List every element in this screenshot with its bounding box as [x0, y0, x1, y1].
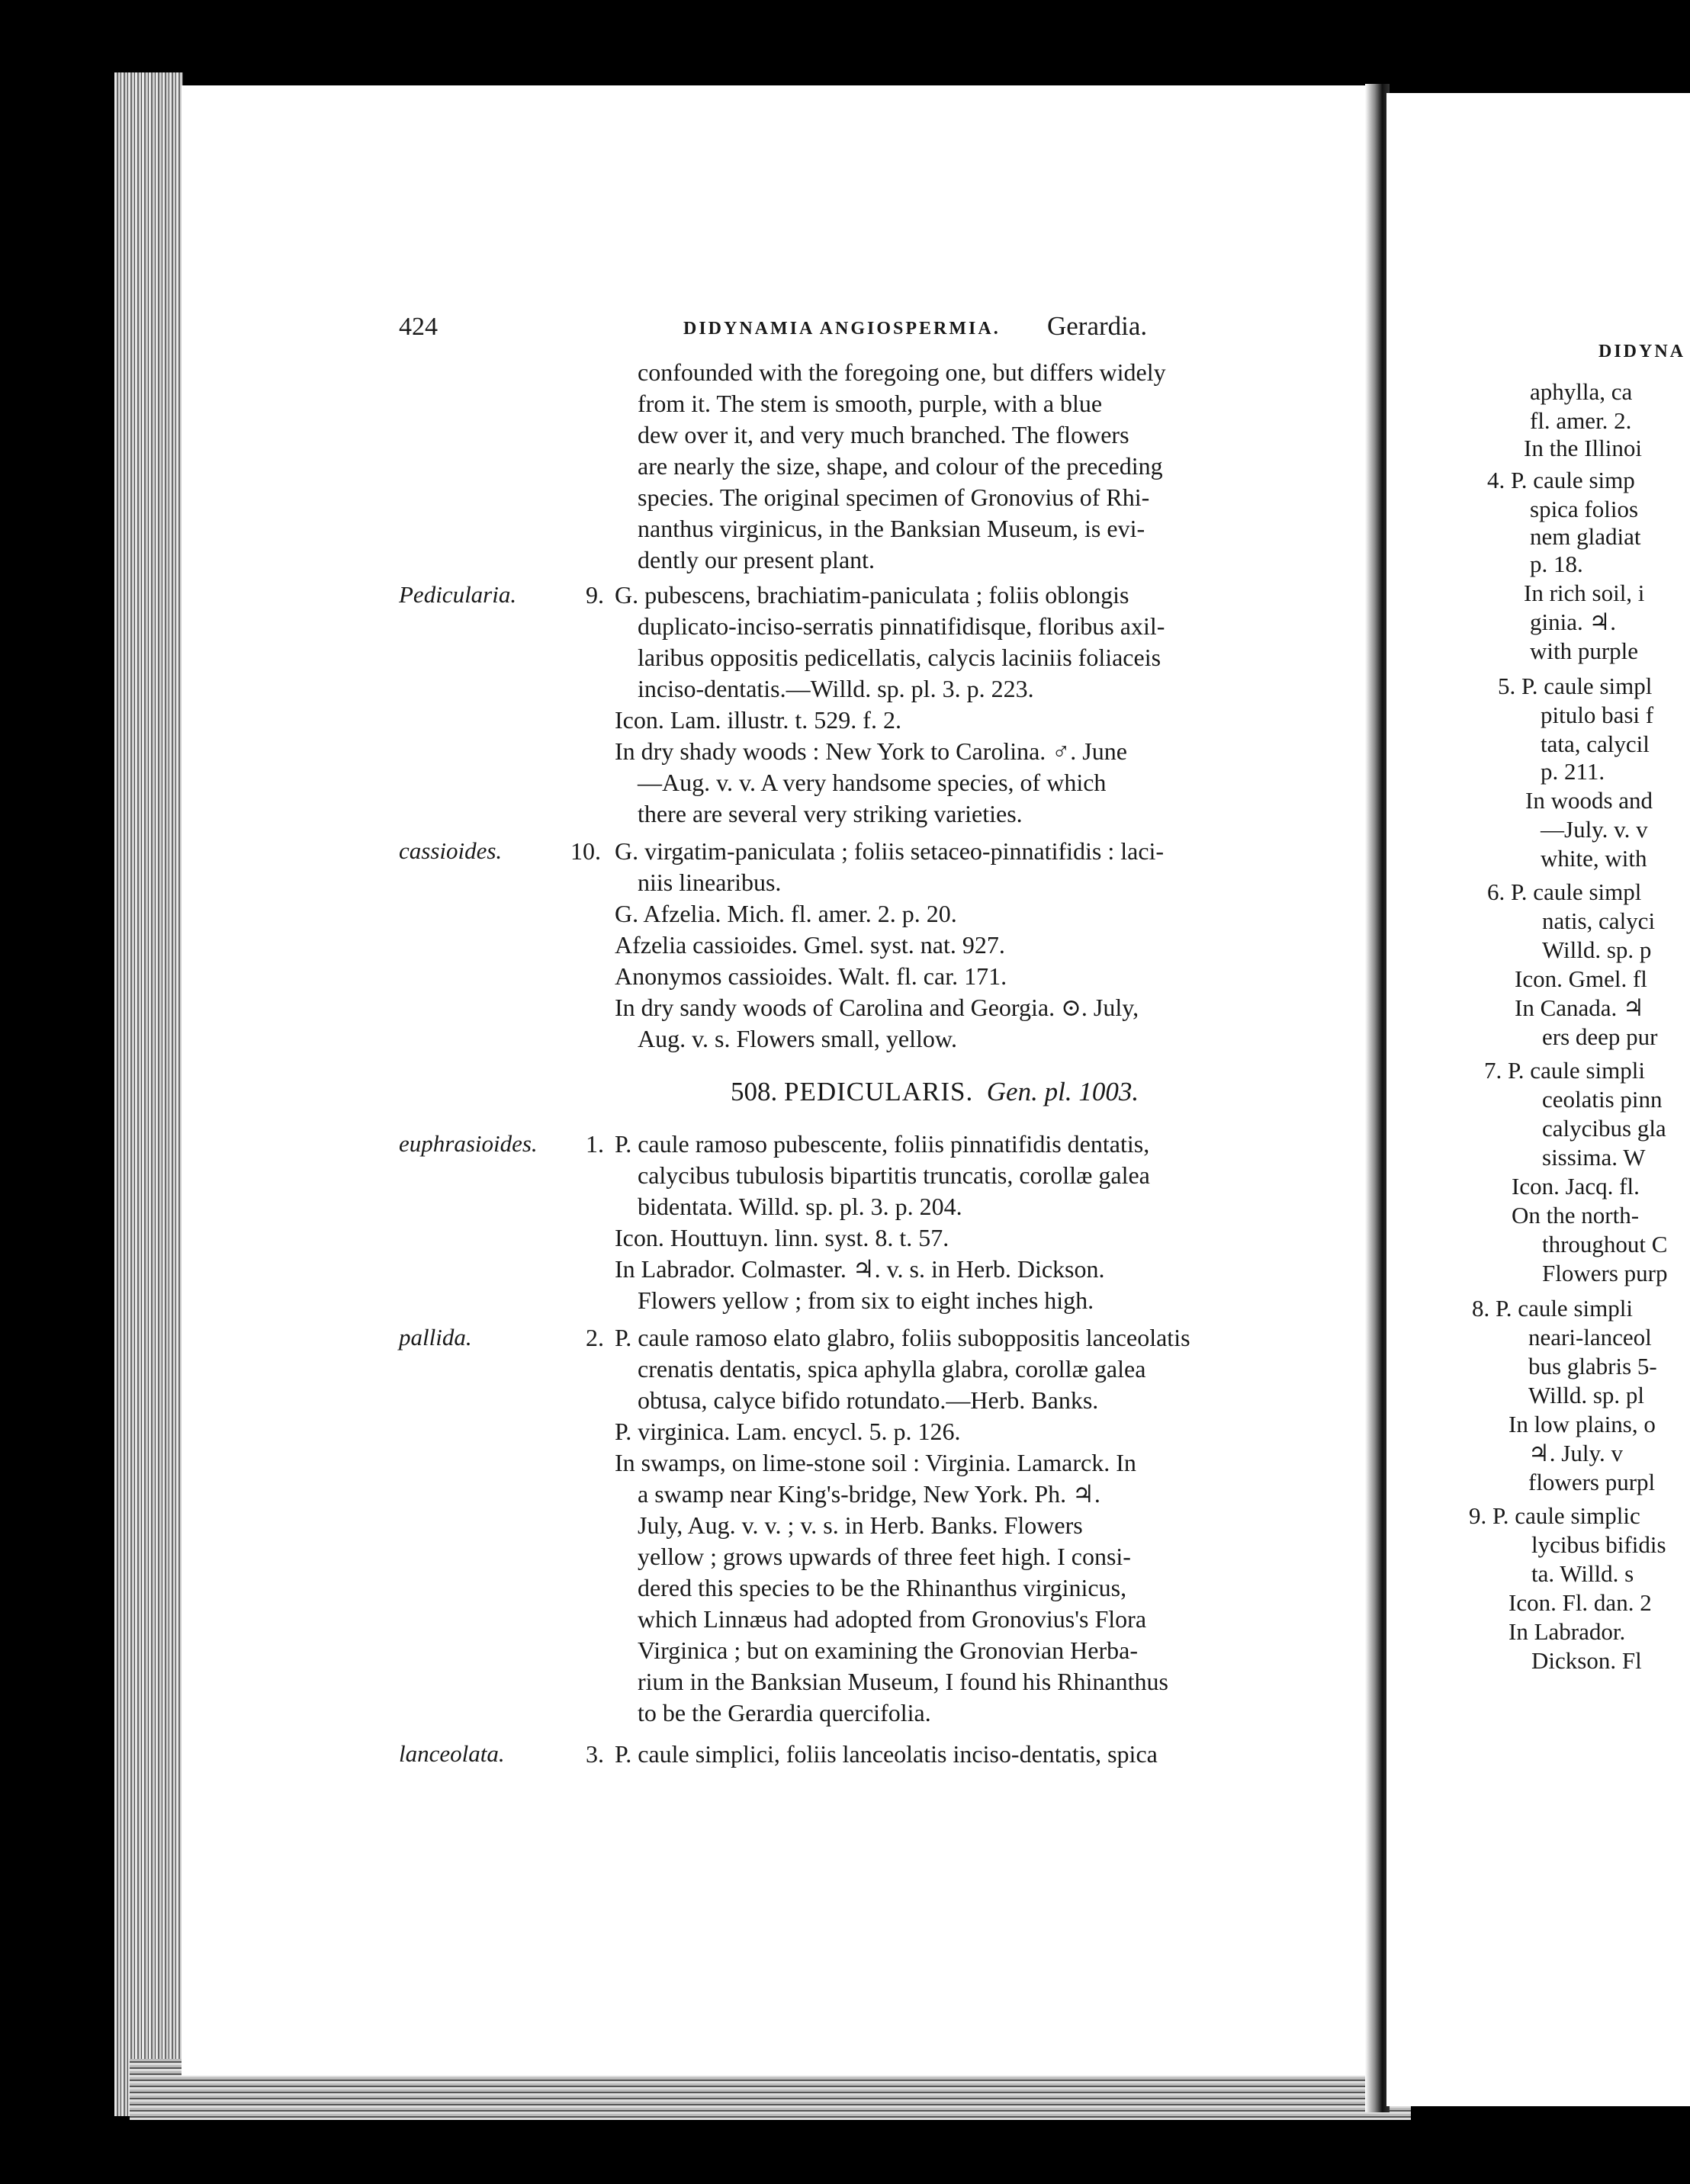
text-line: In woods and [1525, 787, 1653, 814]
text-line: to be the Gerardia quercifolia. [638, 1699, 931, 1726]
text-line: In swamps, on lime-stone soil : Virginia. Lamarck. In [615, 1449, 1136, 1476]
text-line: obtusa, calyce bifido rotundato.—Herb. Banks. [638, 1386, 1099, 1414]
running-head: DIDYNAMIA ANGIOSPERMIA. [683, 319, 1001, 339]
text-line: P. caule ramoso elato glabro, foliis suboppositis lanceolatis [615, 1324, 1190, 1351]
text-line: p. 211. [1541, 758, 1605, 785]
text-line: rium in the Banksian Museum, I found his Rhinanthus [638, 1668, 1168, 1695]
text-line: confounded with the foregoing one, but differs widely [638, 358, 1166, 386]
text-line: lycibus bifidis [1531, 1531, 1666, 1558]
genus-number: 508. [731, 1077, 778, 1106]
species-number: 2. [586, 1324, 604, 1351]
text-line: Dickson. Fl [1531, 1647, 1642, 1674]
margin-species-name: pallida. [399, 1324, 472, 1351]
margin-species-name: euphrasioides. [399, 1130, 538, 1157]
text-line: In Labrador. Colmaster. ♃. v. s. in Herb. Dickson. [615, 1255, 1105, 1283]
text-line: neari-lanceol [1528, 1324, 1652, 1351]
text-line: species. The original specimen of Gronovius of Rhi- [638, 483, 1150, 511]
text-line: laribus oppositis pedicellatis, calycis laciniis foliaceis [638, 644, 1161, 671]
text-line: ♃. July. v [1528, 1440, 1623, 1466]
text-line: natis, calyci [1542, 907, 1656, 934]
text-line: with purple [1530, 638, 1639, 664]
text-line: In the Illinoi [1524, 435, 1642, 461]
text-line: inciso-dentatis.—Willd. sp. pl. 3. p. 223. [638, 675, 1034, 702]
text-line: Virginica ; but on examining the Gronovian Herba- [638, 1636, 1138, 1664]
text-line: ta. Willd. s [1531, 1560, 1634, 1587]
species-number: 1. [586, 1130, 604, 1158]
text-line: fl. amer. 2. [1530, 407, 1632, 434]
text-line: ers deep pur [1542, 1023, 1658, 1050]
text-line: throughout C [1542, 1231, 1668, 1257]
text-line: 7. P. caule simpli [1484, 1057, 1645, 1084]
text-line: Willd. sp. p [1542, 936, 1652, 963]
text-line: Flowers purp [1542, 1260, 1668, 1286]
text-line: 4. P. caule simp [1487, 467, 1635, 493]
text-line: July, Aug. v. v. ; v. s. in Herb. Banks. Flowers [638, 1511, 1083, 1539]
book-page-edges [114, 72, 183, 2116]
running-head: DIDYNA [1598, 342, 1685, 361]
text-line: white, with [1541, 845, 1647, 872]
margin-species-name: Pedicularia. [399, 581, 517, 608]
text-line: —Aug. v. v. A very handsome species, of which [638, 769, 1107, 796]
text-line: Icon. Gmel. fl [1515, 965, 1647, 992]
text-line: flowers purpl [1528, 1469, 1656, 1495]
text-line: which Linnæus had adopted from Gronovius's Flora [638, 1605, 1147, 1633]
genus-reference: Gen. pl. 1003. [986, 1077, 1139, 1106]
text-line: niis linearibus. [638, 869, 782, 896]
text-line: In dry sandy woods of Carolina and Georgia. ⊙. July, [615, 994, 1139, 1021]
right-page [1386, 93, 1690, 2106]
text-line: nanthus virginicus, in the Banksian Museum, is evi- [638, 515, 1145, 542]
text-line: Icon. Lam. illustr. t. 529. f. 2. [615, 706, 901, 734]
text-line: Icon. Houttuyn. linn. syst. 8. t. 57. [615, 1224, 949, 1251]
text-line: On the north- [1512, 1202, 1640, 1228]
text-line: dently our present plant. [638, 546, 876, 573]
text-line: 9. P. caule simplic [1469, 1502, 1640, 1529]
text-line: bidentata. Willd. sp. pl. 3. p. 204. [638, 1193, 962, 1220]
species-number: 10. [570, 837, 601, 865]
text-line: p. 18. [1530, 551, 1583, 577]
text-line: yellow ; grows upwards of three feet high. I consi- [638, 1543, 1131, 1570]
text-line: aphylla, ca [1530, 378, 1633, 405]
text-line: Anonymos cassioides. Walt. fl. car. 171. [615, 962, 1007, 990]
text-line: G. Afzelia. Mich. fl. amer. 2. p. 20. [615, 900, 957, 927]
text-line: P. caule ramoso pubescente, foliis pinnatifidis dentatis, [615, 1130, 1150, 1158]
text-line: In Labrador. [1508, 1618, 1626, 1645]
text-line: G. pubescens, brachiatim-paniculata ; foliis oblongis [615, 581, 1129, 609]
text-line: In Canada. ♃ [1515, 994, 1644, 1021]
text-line: there are several very striking varieties. [638, 800, 1023, 827]
text-line: ginia. ♃. [1530, 609, 1617, 635]
page-number: 424 [399, 313, 438, 341]
text-line: Aug. v. s. Flowers small, yellow. [638, 1025, 957, 1052]
text-line: In dry shady woods : New York to Carolina. ♂. June [615, 737, 1127, 765]
genus-name: PEDICULARIS. [784, 1077, 974, 1106]
text-line: Icon. Fl. dan. 2 [1508, 1589, 1652, 1616]
species-number: 9. [586, 581, 604, 609]
margin-species-name: cassioides. [399, 837, 503, 864]
left-page [182, 85, 1371, 2076]
text-line: pitulo basi f [1541, 702, 1654, 728]
genus-title [731, 1077, 1139, 1107]
text-line: nem gladiat [1530, 523, 1641, 550]
text-line: calycibus tubulosis bipartitis truncatis, corollæ galea [638, 1161, 1150, 1189]
text-line: Afzelia cassioides. Gmel. syst. nat. 927. [615, 931, 1005, 959]
text-line: In low plains, o [1508, 1411, 1656, 1437]
text-line: Flowers yellow ; from six to eight inches high. [638, 1286, 1094, 1314]
text-line: ceolatis pinn [1542, 1086, 1663, 1113]
text-line: dered this species to be the Rhinanthus virginicus, [638, 1574, 1127, 1601]
text-line: dew over it, and very much branched. The flowers [638, 421, 1129, 448]
text-line: from it. The stem is smooth, purple, with a blue [638, 390, 1103, 417]
text-line: In rich soil, i [1524, 580, 1645, 606]
text-line: bus glabris 5- [1528, 1353, 1657, 1379]
text-line: crenatis dentatis, spica aphylla glabra, corollæ galea [638, 1355, 1146, 1383]
text-line: 6. P. caule simpl [1487, 878, 1642, 905]
text-line: P. virginica. Lam. encycl. 5. p. 126. [615, 1418, 961, 1445]
text-line: P. caule simplici, foliis lanceolatis inciso-dentatis, spica [615, 1740, 1158, 1768]
genus-head: Gerardia. [1047, 311, 1148, 341]
text-line: —July. v. v [1541, 816, 1648, 843]
text-line: sissima. W [1542, 1144, 1646, 1171]
text-line: a swamp near King's-bridge, New York. Ph. ♃. [638, 1480, 1100, 1508]
text-line: 8. P. caule simpli [1472, 1295, 1633, 1322]
text-line: G. virgatim-paniculata ; foliis setaceo-pinnatifidis : laci- [615, 837, 1165, 865]
text-line: calycibus gla [1542, 1115, 1666, 1142]
text-line: spica folios [1530, 496, 1639, 522]
margin-species-name: lanceolata. [399, 1740, 505, 1767]
text-line: 5. P. caule simpl [1498, 673, 1653, 699]
species-number: 3. [586, 1740, 604, 1768]
text-line: duplicato-inciso-serratis pinnatifidisque, floribus axil- [638, 612, 1165, 640]
text-line: tata, calycil [1541, 731, 1650, 757]
text-line: Icon. Jacq. fl. [1512, 1173, 1640, 1200]
text-line: are nearly the size, shape, and colour of the preceding [638, 452, 1163, 480]
text-line: Willd. sp. pl [1528, 1382, 1645, 1408]
